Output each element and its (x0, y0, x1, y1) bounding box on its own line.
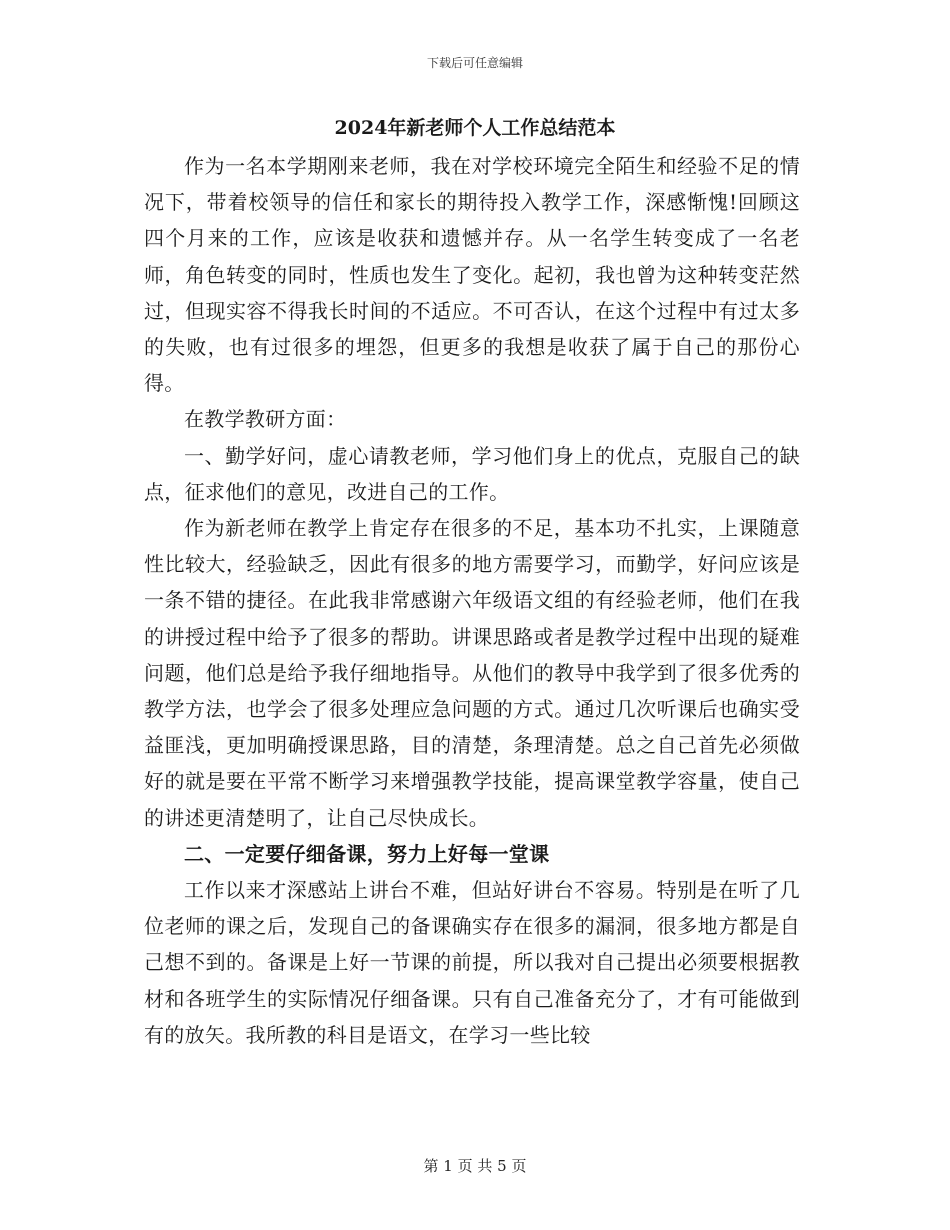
header-note: 下载后可任意编辑 (426, 56, 523, 70)
paragraph-point-one: 一、勤学好问，虚心请教老师，学习他们身上的优点，克服自己的缺点，征求他们的意见，改进自己的工作。 (144, 443, 800, 504)
page-number-footer: 第 1 页 共 5 页 (423, 1157, 527, 1175)
paragraph-point-two-detail: 工作以来才深感站上讲台不难，但站好讲台不容易。特别是在听了几位老师的课之后，发现自己的备课确实存在很多的漏洞，很多地方都是自己想不到的。备课是上好一节课的前提，所以我对自己提出必须要根据教材和各班学生的实际情况仔细备课。只有自己准备充分了，才有可能做到有的放矢。我所教的科目是语文，在学习一些比较 (144, 878, 800, 1047)
paragraph-section-heading: 在教学教研方面： (184, 407, 347, 432)
paragraph-point-one-detail: 作为新老师在教学上肯定存在很多的不足，基本功不扎实，上课随意性比较大，经验缺乏，因此有很多的地方需要学习，而勤学，好问应该是一条不错的捷径。在此我非常感谢六年级语文组的有经验老师，他们在我的讲授过程中给予了很多的帮助。讲课思路或者是教学过程中出现的疑难问题，他们总是给予我仔细地指导。从他们的教导中我学到了很多优秀的教学方法，也学会了很多处理应急问题的方式。通过几次听课后也确实受益匪浅，更加明确授课思路，目的清楚，条理清楚。总之自己首先必须做好的就是要在平常不断学习来增强教学技能，提高课堂教学容量，使自己的讲述更清楚明了，让自己尽快成长。 (144, 516, 800, 830)
paragraph-intro: 作为一名本学期刚来老师，我在对学校环境完全陌生和经验不足的情况下，带着校领导的信任和家长的期待投入教学工作，深感惭愧!回顾这四个月来的工作，应该是收获和遗憾并存。从一名学生转变成了一名老师，角色转变的同时，性质也发生了变化。起初，我也曾为这种转变茫然过，但现实容不得我长时间的不适应。不可否认，在这个过程中有过太多的失败，也有过很多的埋怨，但更多的我想是收获了属于自己的那份心得。 (144, 154, 800, 396)
paragraph-point-two-heading: 二、一定要仔细备课，努力上好每一堂课 (184, 841, 550, 866)
document-body (144, 148, 800, 1053)
document-title: 2024年新老师个人工作总结范本 (334, 117, 616, 139)
